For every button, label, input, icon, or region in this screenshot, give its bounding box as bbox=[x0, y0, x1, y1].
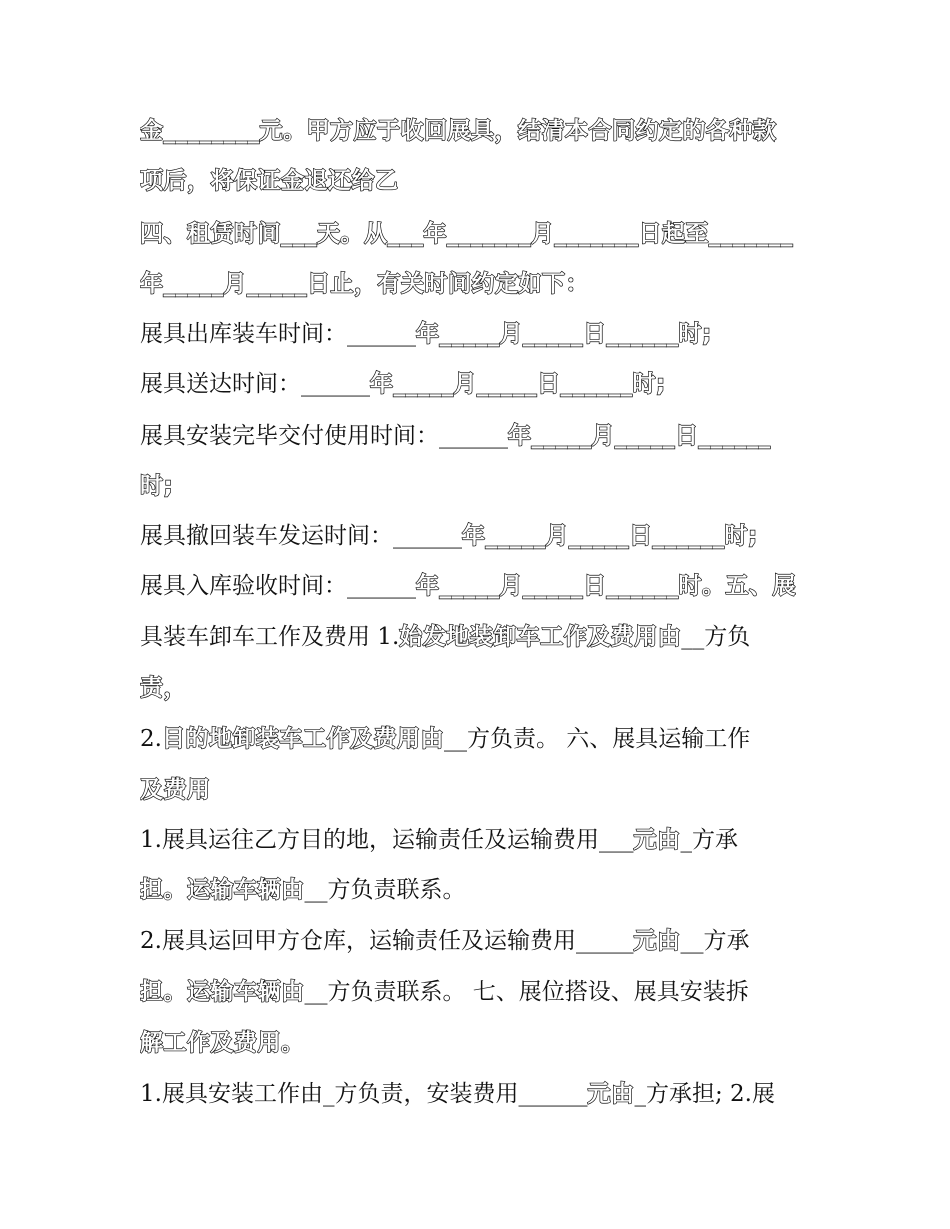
text-line bbox=[140, 466, 820, 506]
text-segment: __方负责联系。 七、展位搭设、展具安装拆 bbox=[304, 979, 749, 1005]
outlined-text-segment: 始发地装卸车工作及费用由 bbox=[399, 624, 682, 650]
text-segment: 展具出库装车时间：______ bbox=[140, 321, 416, 347]
text-segment: __方负责。 六、展具运输工作 bbox=[443, 726, 751, 752]
text-line bbox=[140, 870, 820, 910]
outlined-text-segment: 责， bbox=[140, 675, 187, 701]
outlined-text-segment: 四、租赁时间___天。从___年_______月_______日起至_______ bbox=[140, 221, 793, 247]
text-segment: _方承担; 2.展 bbox=[634, 1081, 775, 1107]
text-line bbox=[140, 214, 820, 254]
text-line bbox=[140, 668, 820, 708]
text-line bbox=[140, 1074, 820, 1114]
text-line bbox=[140, 617, 820, 657]
text-segment: __方承 bbox=[680, 928, 750, 954]
outlined-text-segment: 年_____月_____日______时。五、展 bbox=[416, 573, 796, 599]
outlined-text-segment: 目的地卸装车工作及费用由 bbox=[161, 726, 444, 752]
text-segment: 2. bbox=[140, 726, 162, 752]
text-segment: 1.展具运往乙方目的地，运输责任及运输费用___ bbox=[140, 827, 634, 853]
text-line bbox=[140, 161, 820, 201]
outlined-text-segment: 年_____月_____日______时; bbox=[370, 371, 666, 397]
text-line bbox=[140, 111, 820, 151]
outlined-text-segment: 解工作及费用。 bbox=[140, 1030, 305, 1056]
text-line bbox=[140, 719, 820, 759]
outlined-text-segment: 项后，将保证金退还给乙 bbox=[140, 168, 399, 194]
outlined-text-segment: 年_____月_____日______时; bbox=[462, 523, 758, 549]
text-segment: 1.展具安装工作由_方负责，安装费用______ bbox=[140, 1081, 588, 1107]
text-line bbox=[140, 314, 820, 354]
text-segment: 2.展具运回甲方仓库，运输责任及运输费用_____ bbox=[140, 928, 634, 954]
outlined-text-segment: 元由 bbox=[633, 827, 681, 853]
text-segment: 展具入库验收时间：______ bbox=[140, 573, 416, 599]
text-segment: __方负 bbox=[681, 624, 751, 650]
text-line bbox=[140, 820, 820, 860]
text-line bbox=[140, 921, 820, 961]
text-segment: 展具送达时间：______ bbox=[140, 371, 370, 397]
text-line bbox=[140, 566, 820, 606]
outlined-text-segment: 年_____月_____日______时; bbox=[416, 321, 712, 347]
text-line bbox=[140, 364, 820, 404]
text-segment: 展具安装完毕交付使用时间：______ bbox=[140, 423, 508, 449]
text-segment: 展具撤回装车发运时间：______ bbox=[140, 523, 462, 549]
text-line bbox=[140, 972, 820, 1012]
outlined-text-segment: 元由 bbox=[587, 1081, 635, 1107]
text-segment: __方负责联系。 bbox=[304, 877, 466, 903]
outlined-text-segment: 担。运输车辆由 bbox=[140, 877, 305, 903]
outlined-text-segment: 金________元。甲方应于收回展具，结清本合同约定的各种款 bbox=[140, 118, 777, 144]
outlined-text-segment: 及费用 bbox=[140, 777, 211, 803]
outlined-text-segment: 年_____月_____日止，有关时间约定如下： bbox=[140, 271, 589, 297]
outlined-text-segment: 元由 bbox=[633, 928, 681, 954]
text-line bbox=[140, 516, 820, 556]
text-line bbox=[140, 1023, 820, 1063]
text-line bbox=[140, 264, 820, 304]
text-segment: 具装车卸车工作及费用 1. bbox=[140, 624, 400, 650]
text-line bbox=[140, 770, 820, 810]
outlined-text-segment: 担。运输车辆由 bbox=[140, 979, 305, 1005]
text-segment: _方承 bbox=[680, 827, 738, 853]
outlined-text-segment: 年_____月_____日______ bbox=[508, 423, 771, 449]
text-line bbox=[140, 416, 820, 456]
outlined-text-segment: 时; bbox=[140, 473, 174, 499]
